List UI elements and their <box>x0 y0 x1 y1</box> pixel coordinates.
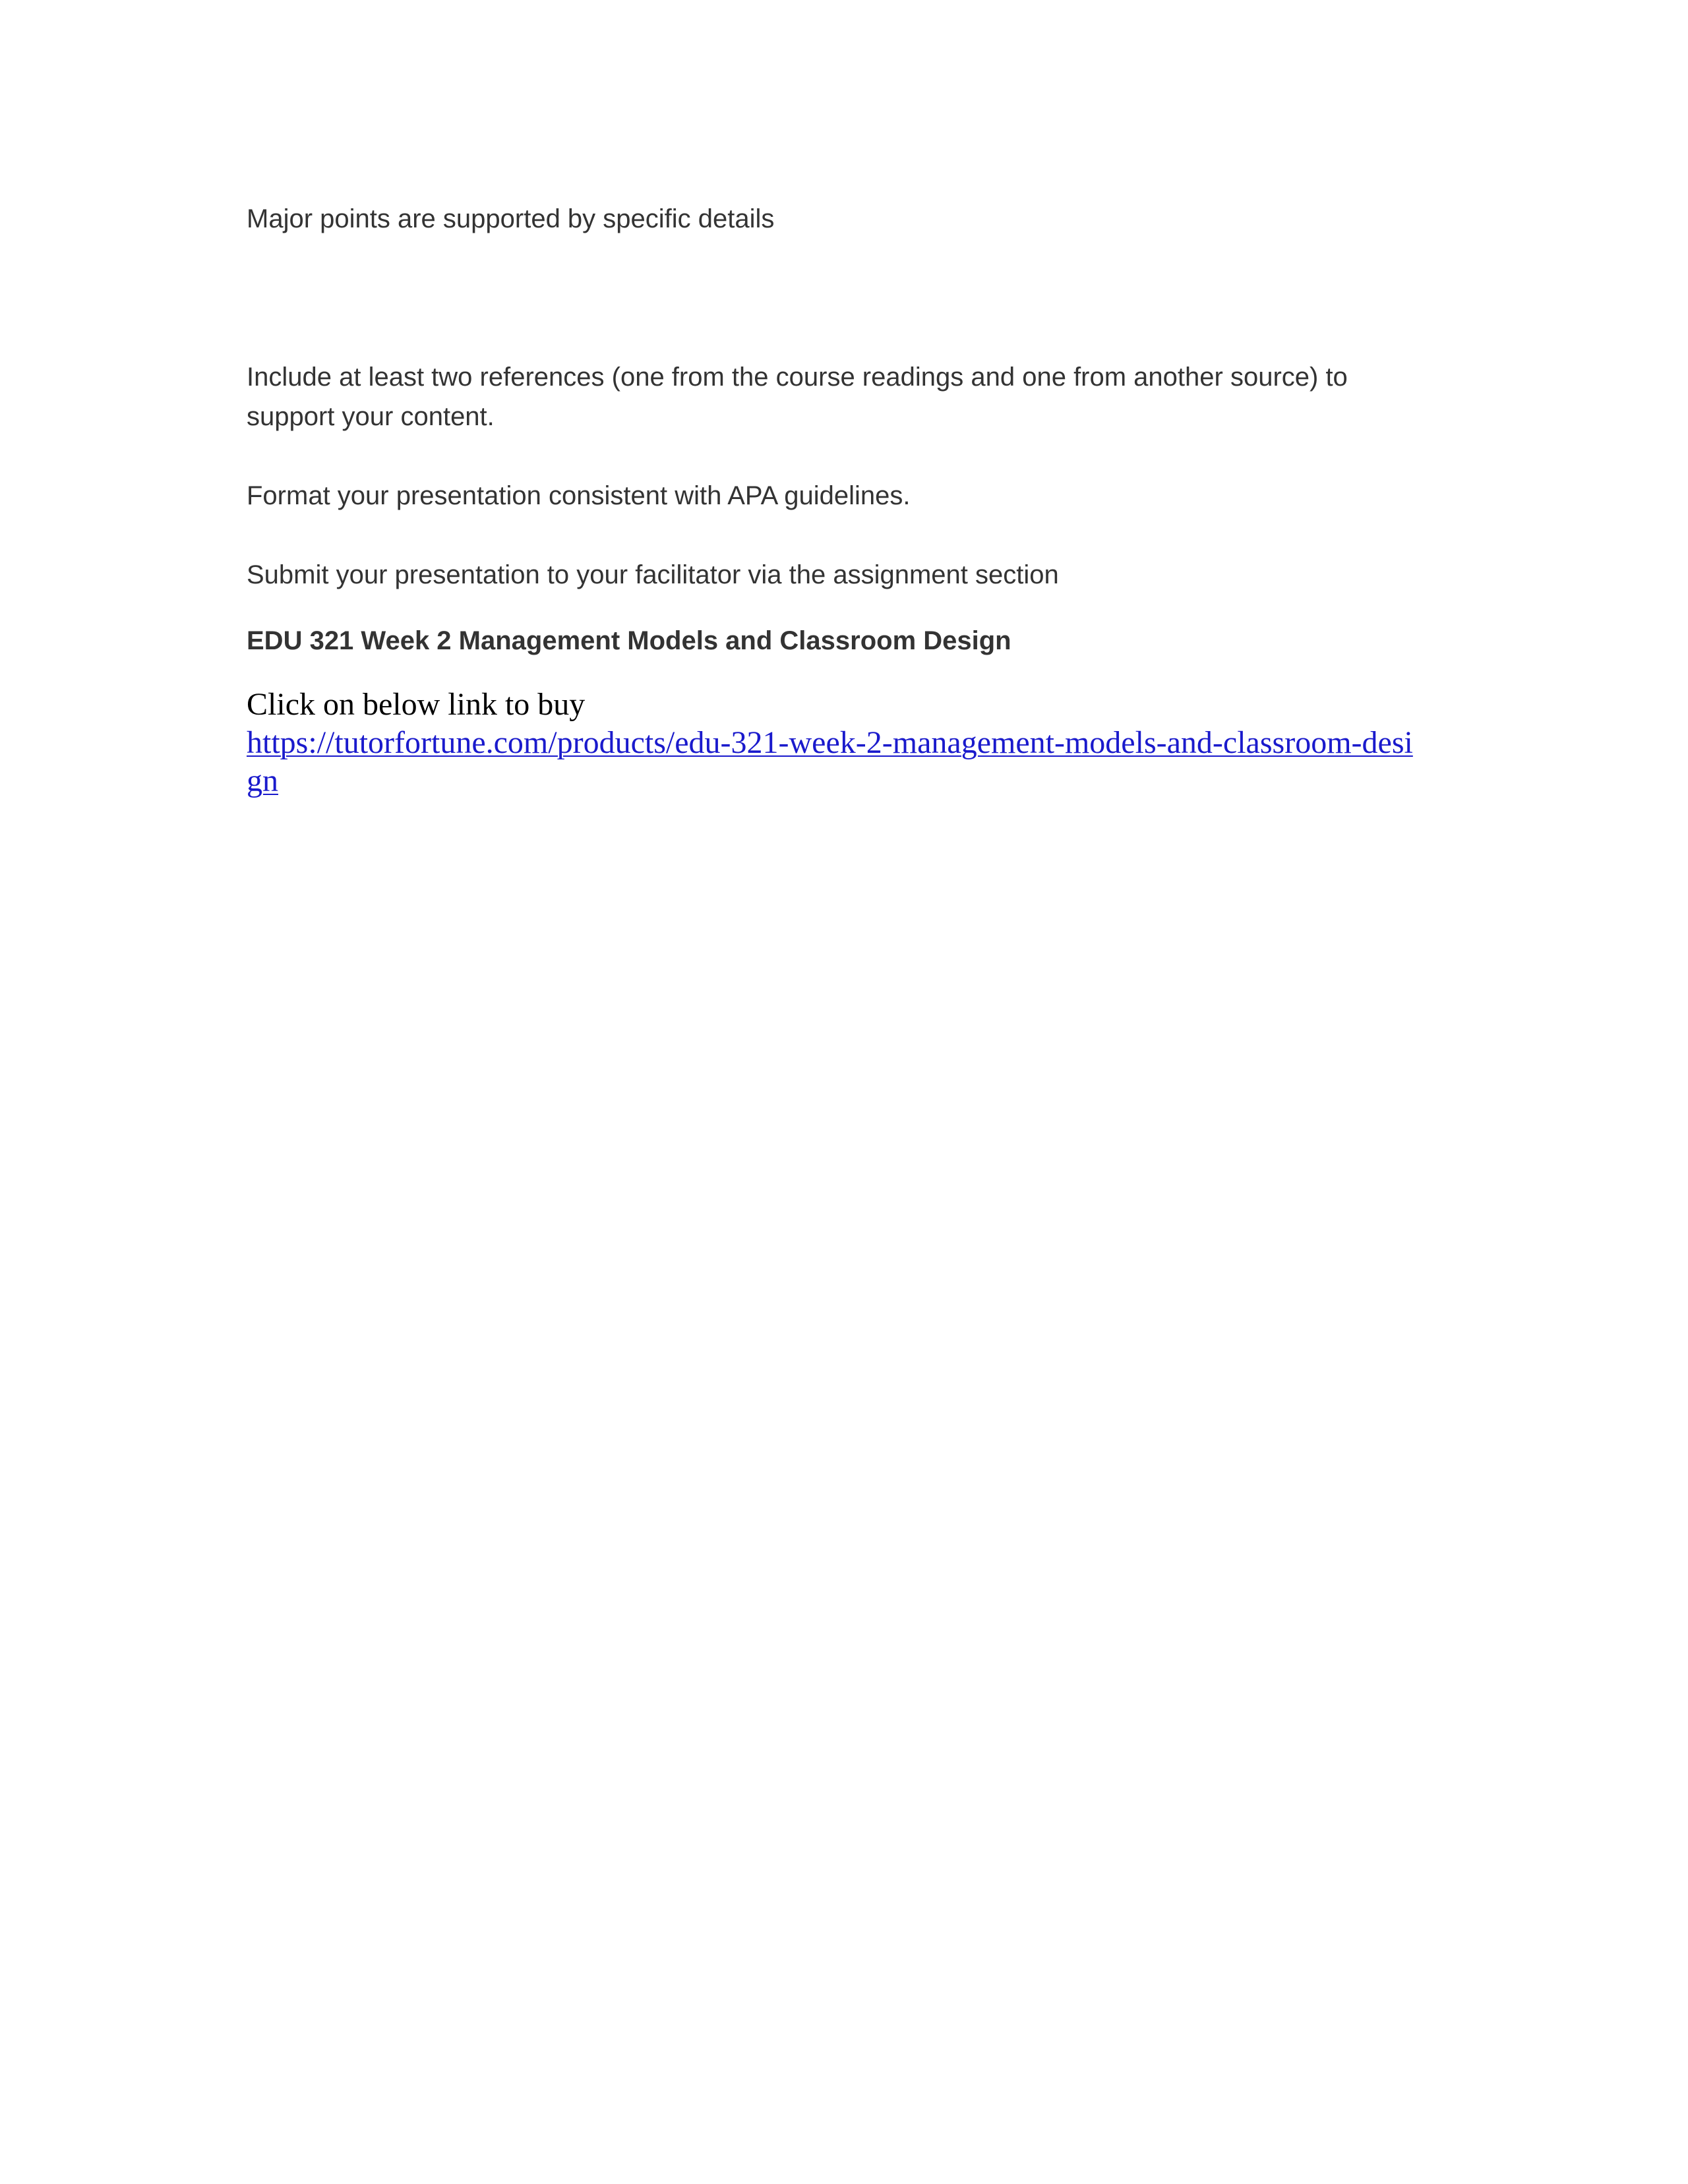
paragraph-apa-format: Format your presentation consistent with APA guidelines. <box>247 481 911 510</box>
buy-prompt: Click on below link to buy <box>247 687 586 722</box>
product-link[interactable]: https://tutorfortune.com/products/edu-321-week-2-management-models-and-classroom-design <box>247 725 1413 798</box>
paragraph-major-points: Major points are supported by specific details <box>247 204 775 233</box>
document-heading: EDU 321 Week 2 Management Models and Classroom Design <box>247 626 1011 655</box>
buy-section <box>247 686 1433 800</box>
paragraph-submit: Submit your presentation to your facilitator via the assignment section <box>247 560 1059 589</box>
paragraph-references: Include at least two references (one from the course readings and one from another source) to support your content. <box>247 363 1348 431</box>
